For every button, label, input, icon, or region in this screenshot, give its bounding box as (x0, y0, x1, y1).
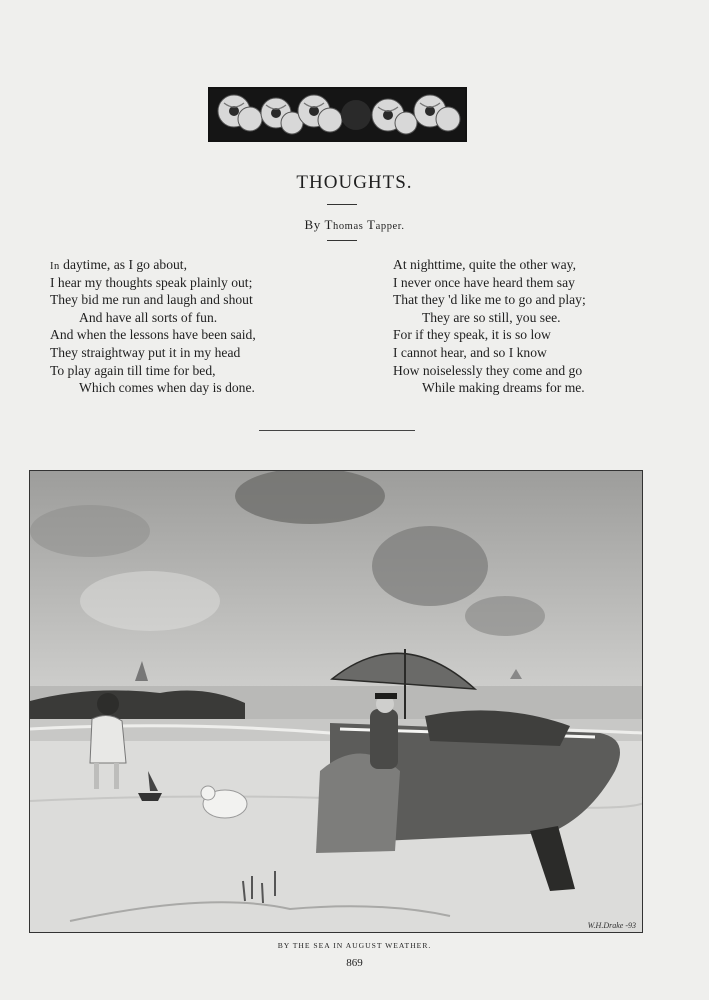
poem-line: And have all sorts of fun. (79, 309, 218, 325)
poem-line (50, 256, 256, 274)
pansy-ornament (208, 87, 467, 142)
illustration-caption: BY THE SEA IN AUGUST WEATHER. (277, 941, 432, 950)
poem-line: While making dreams for me. (422, 380, 585, 396)
poem-line: They bid me run and laugh and shout (50, 292, 253, 308)
first-word-smallcaps: In (50, 261, 60, 272)
poem-line: They are so still, you see. (422, 309, 561, 325)
poem-line: Which comes when day is done. (79, 380, 255, 396)
title-rule (327, 204, 357, 205)
beach-scene-icon (30, 471, 642, 932)
poem-line: I cannot hear, and so I know (393, 344, 547, 360)
author-first-initial: T (324, 217, 333, 232)
byline-prefix: By (304, 217, 321, 232)
artist-signature: W.H.Drake -93 (587, 921, 636, 930)
beach-illustration (29, 470, 643, 933)
poem-line: To play again till time for bed, (50, 362, 216, 378)
stanza-right (393, 256, 586, 397)
poem-line: That they 'd like me to go and play; (393, 292, 586, 308)
author-last-initial: T (367, 217, 376, 232)
first-line-rest: daytime, as I go about, (59, 257, 187, 272)
section-divider (259, 430, 415, 431)
poem-line: And when the lessons have been said, (50, 327, 256, 343)
poem-line: For if they speak, it is so low (393, 327, 551, 343)
stanza-left (50, 256, 256, 397)
poem-title: THOUGHTS. (296, 172, 413, 193)
author-last-rest: apper. (375, 221, 405, 232)
poem-line: I never once have heard them say (393, 274, 575, 290)
poem-line: They straightway put it in my head (50, 344, 241, 360)
author-first-rest: homas (332, 221, 364, 232)
byline-rule (327, 240, 357, 241)
poem-line: I hear my thoughts speak plainly out; (50, 274, 253, 290)
page-number: 869 (346, 957, 363, 969)
byline (0, 217, 709, 233)
poem-line: At nighttime, quite the other way, (393, 257, 576, 272)
poem-line: How noiselessly they come and go (393, 362, 583, 378)
pansy-flowers-icon (210, 89, 465, 140)
